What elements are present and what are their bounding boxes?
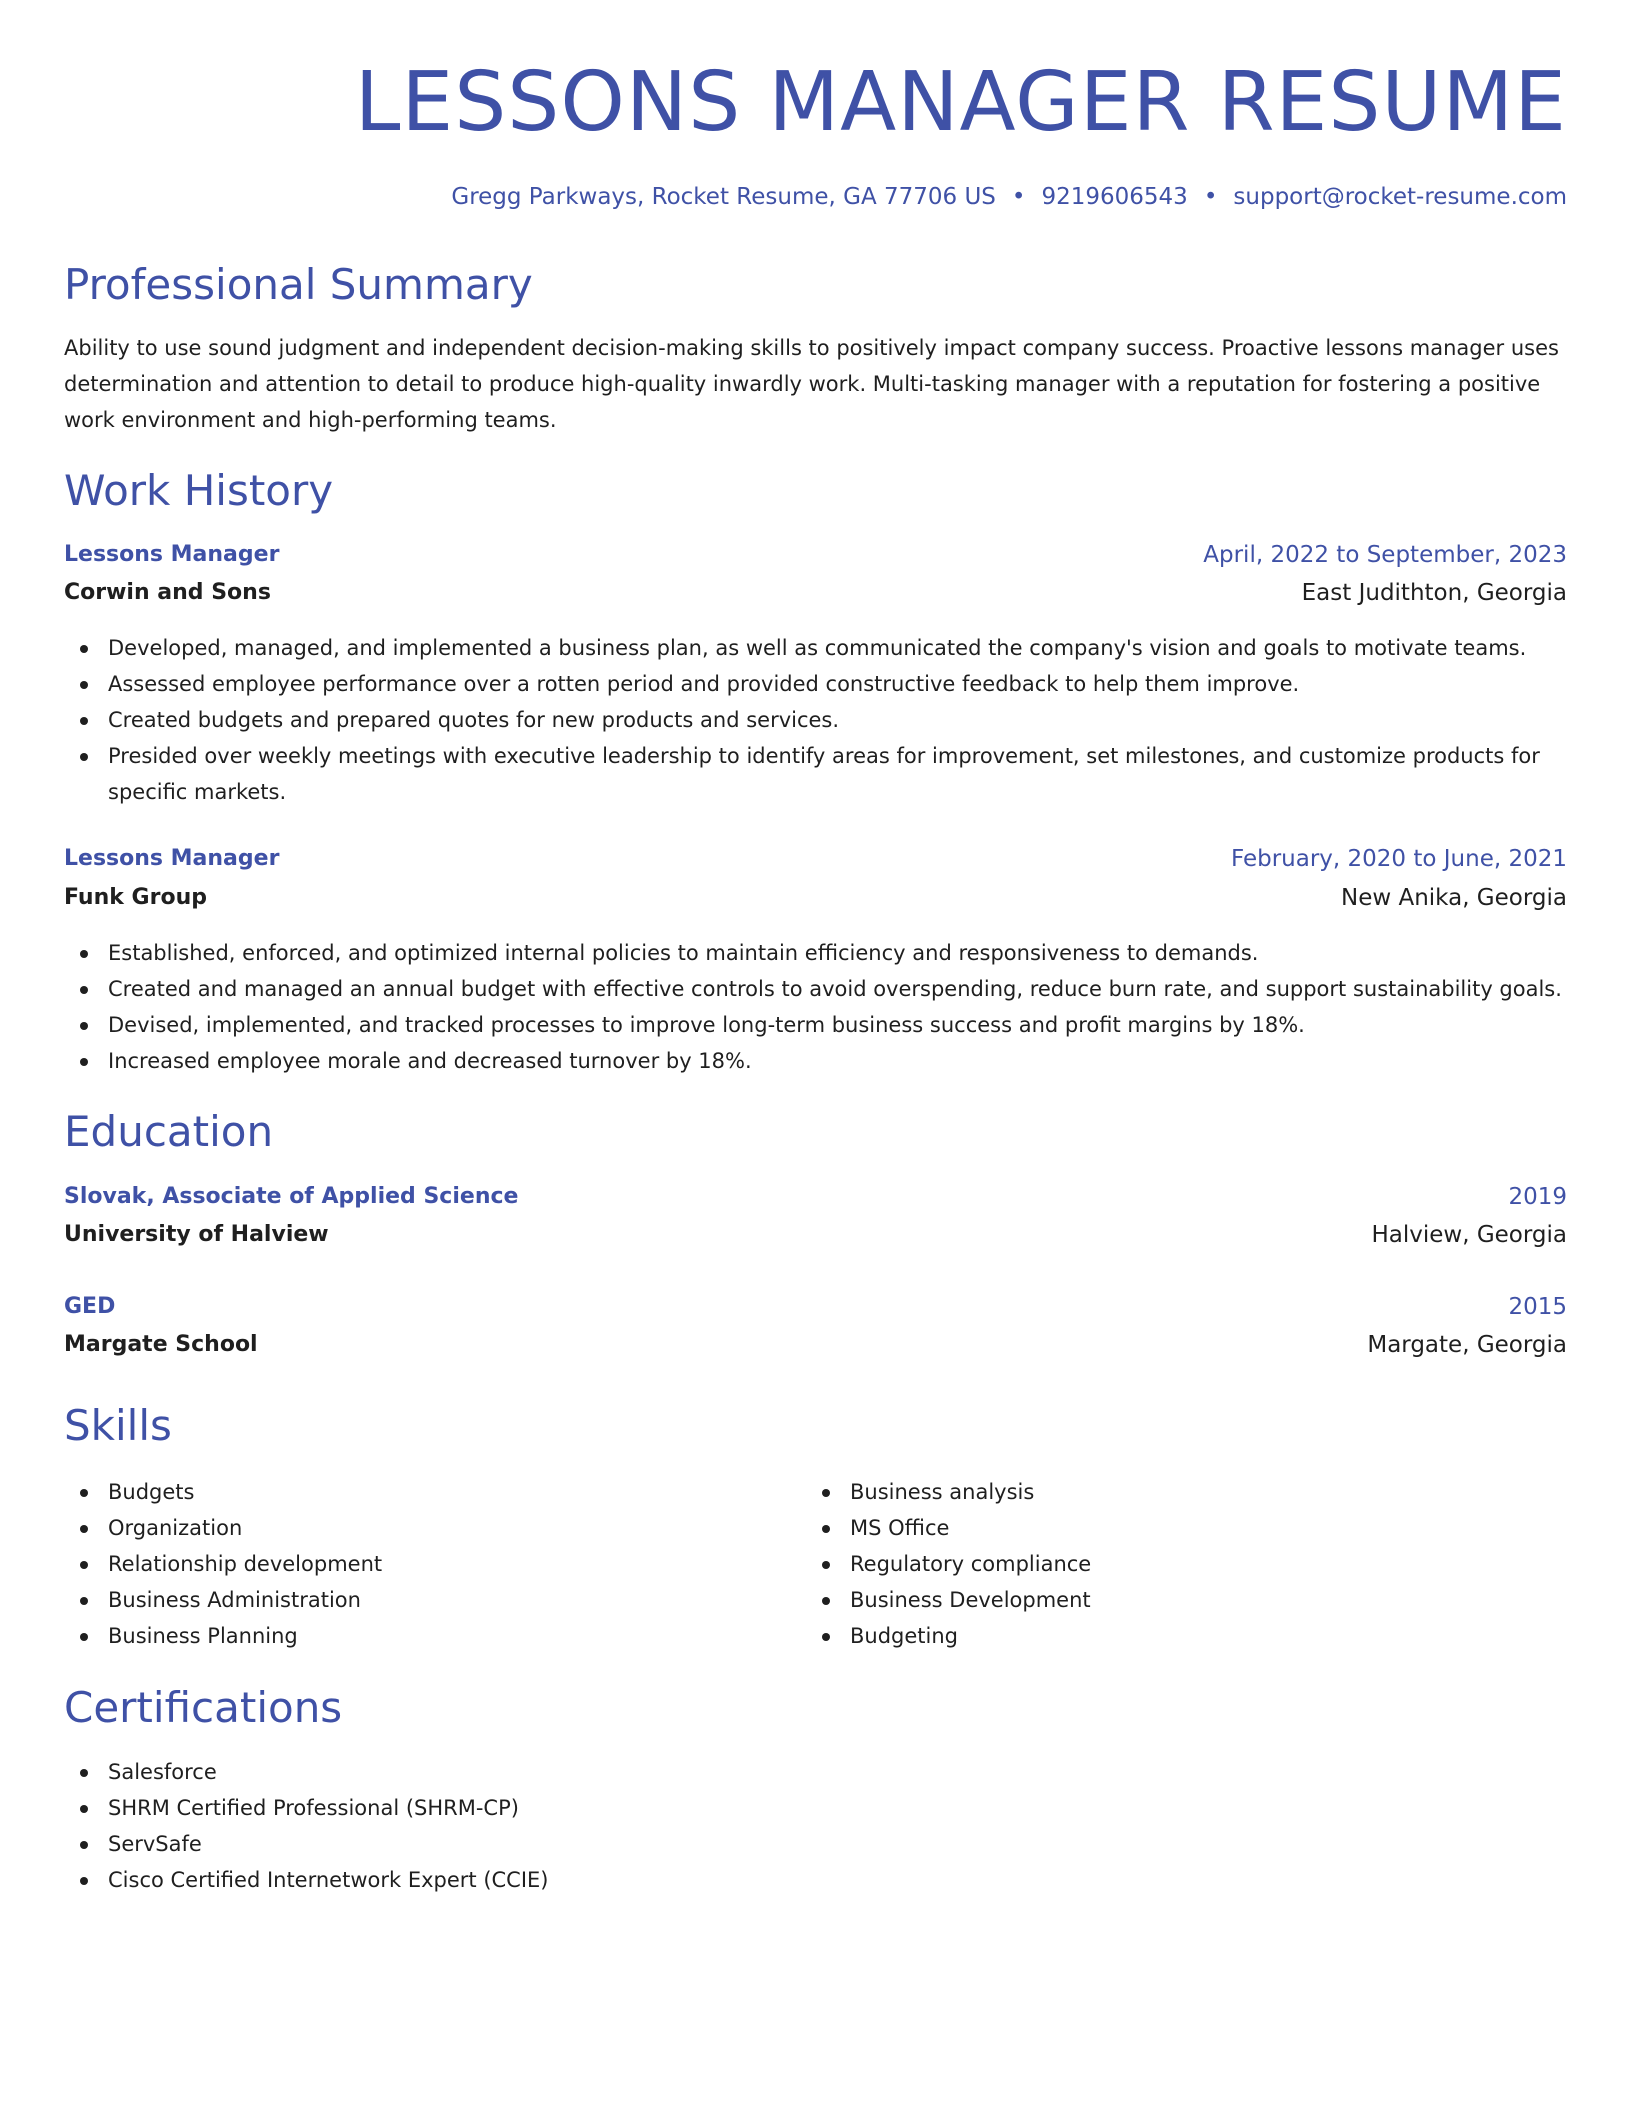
- job-company: Funk Group: [64, 885, 207, 910]
- job-title: Lessons Manager: [64, 846, 280, 871]
- education-header-row: [64, 1290, 1567, 1324]
- education-year: 2015: [1508, 1294, 1567, 1320]
- contact-phone: 9219606543: [1041, 184, 1188, 210]
- contact-line: [451, 182, 1567, 212]
- contact-email[interactable]: support@rocket-resume.com: [1233, 184, 1567, 210]
- job-bullet-list: [64, 935, 1567, 1079]
- job-location: East Judithton, Georgia: [1301, 580, 1567, 606]
- skill-item: Budgeting: [806, 1618, 1632, 1654]
- contact-separator: •: [1011, 184, 1026, 210]
- skill-item: Relationship development: [64, 1546, 1567, 1582]
- job-dates: February, 2020 to June, 2021: [1230, 846, 1567, 872]
- list-item: Created and managed an annual budget with effective controls to avoid overspending, reduce burn rate, and support sustainability goals.: [64, 971, 1567, 1007]
- education-location: Halview, Georgia: [1371, 1222, 1567, 1248]
- list-item: Assessed employee performance over a rotten period and provided constructive feedback to help them improve.: [64, 666, 1567, 702]
- skill-item: Business analysis: [806, 1474, 1632, 1510]
- list-item: Devised, implemented, and tracked processes to improve long-term business success and profit margins by 18%.: [64, 1007, 1567, 1043]
- education-year: 2019: [1508, 1184, 1567, 1210]
- job-header-row: [64, 538, 1567, 572]
- job-location: New Anika, Georgia: [1341, 885, 1567, 911]
- education-header-row: [64, 1180, 1567, 1214]
- list-item: Established, enforced, and optimized internal policies to maintain efficiency and responsiveness to demands.: [64, 935, 1567, 971]
- job-title: Lessons Manager: [64, 542, 280, 567]
- resume-title: LESSONS MANAGER RESUME: [354, 55, 1567, 150]
- skill-item: MS Office: [806, 1510, 1632, 1546]
- summary-text: Ability to use sound judgment and independent decision-making skills to positively impact company success. Proactive lessons manager uses determination and attention to detail to produce high-quality inwardly work. Multi-tasking manager with a reputation for fostering a positive work environment and high-performing teams.: [64, 336, 1559, 432]
- list-item: Created budgets and prepared quotes for new products and services.: [64, 702, 1567, 738]
- skill-item: Business Administration: [64, 1582, 1567, 1618]
- education-school-row: [64, 1218, 1567, 1252]
- section-heading-work-history: Work History: [64, 466, 334, 515]
- education-school: University of Halview: [64, 1222, 329, 1247]
- contact-address: Gregg Parkways, Rocket Resume, GA 77706 US: [451, 184, 996, 210]
- section-heading-skills: Skills: [64, 1401, 172, 1450]
- skills-list-right: [806, 1474, 1632, 1654]
- certification-item: Cisco Certified Internetwork Expert (CCIE): [64, 1862, 1567, 1898]
- certification-item: Salesforce: [64, 1754, 1567, 1790]
- certifications-list: [64, 1754, 1567, 1898]
- education-school: Margate School: [64, 1332, 258, 1357]
- skill-item: Organization: [64, 1510, 1567, 1546]
- certification-item: ServSafe: [64, 1826, 1567, 1862]
- job-header-row: [64, 842, 1567, 876]
- certification-item: SHRM Certified Professional (SHRM-CP): [64, 1790, 1567, 1826]
- education-degree: GED: [64, 1294, 116, 1319]
- contact-separator: •: [1203, 184, 1218, 210]
- skill-item: Budgets: [64, 1474, 1567, 1510]
- skill-item: Business Planning: [64, 1618, 1567, 1654]
- job-bullet-list: [64, 630, 1567, 810]
- job-company-row: [64, 881, 1567, 915]
- education-school-row: [64, 1328, 1567, 1362]
- education-degree: Slovak, Associate of Applied Science: [64, 1184, 519, 1209]
- section-heading-certifications: Certifications: [64, 1683, 343, 1732]
- section-heading-education: Education: [64, 1107, 274, 1156]
- list-item: Increased employee morale and decreased turnover by 18%.: [64, 1043, 1567, 1079]
- job-dates: April, 2022 to September, 2023: [1203, 542, 1567, 568]
- section-heading-summary: Professional Summary: [64, 260, 533, 309]
- skill-item: Business Development: [806, 1582, 1632, 1618]
- list-item: Presided over weekly meetings with executive leadership to identify areas for improvement, set milestones, and customize products for specific markets.: [64, 738, 1567, 810]
- list-item: Developed, managed, and implemented a business plan, as well as communicated the company's vision and goals to motivate teams.: [64, 630, 1567, 666]
- skill-item: Regulatory compliance: [806, 1546, 1632, 1582]
- education-location: Margate, Georgia: [1367, 1332, 1567, 1358]
- job-company-row: [64, 576, 1567, 610]
- job-company: Corwin and Sons: [64, 580, 271, 605]
